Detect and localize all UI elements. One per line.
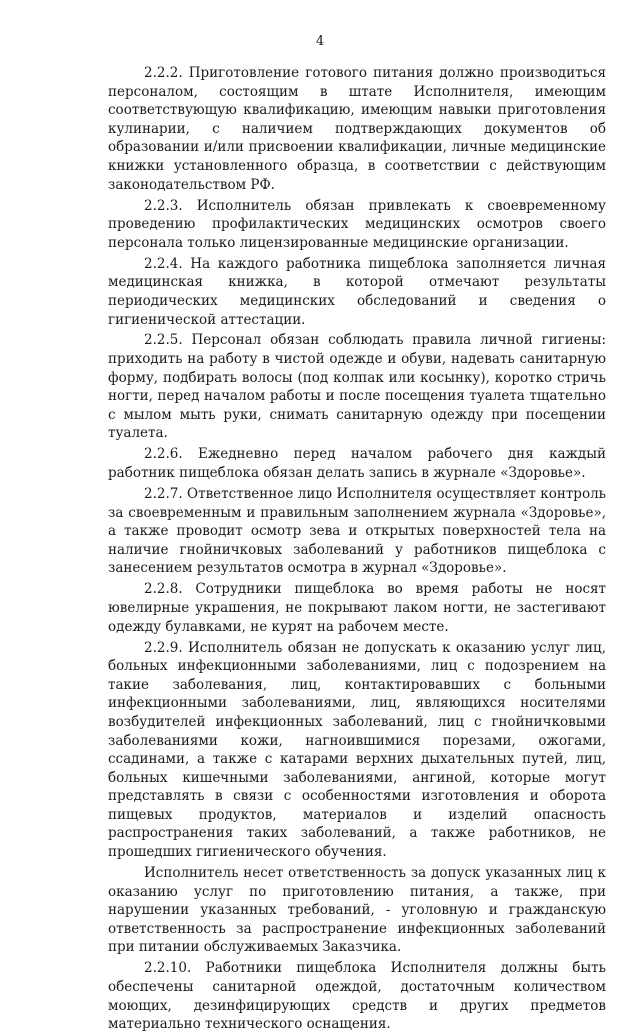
paragraph-liability: Исполнитель несет ответственность за допуск указанных лиц к оказанию услуг по приготовлению питания, а также, при нарушении указанных требований, - уголовную и гражданскую ответственность за распространение инфекционных заболеваний при питании обслуживаемых Заказчика.: [108, 865, 606, 956]
paragraph-2-2-10: 2.2.10. Работники пищеблока Исполнителя должны быть обеспечены санитарной одеждой, достаточным количеством моющих, дезинфицирующих средств и других предметов материально технического оснащения.: [108, 960, 606, 1033]
paragraph-2-2-3: 2.2.3. Исполнитель обязан привлекать к своевременному проведению профилактических медицинских осмотров своего персонала только лицензированные медицинские организации.: [108, 197, 606, 251]
paragraph-2-2-7: 2.2.7. Ответственное лицо Исполнителя осуществляет контроль за своевременным и правильным заполнением журнала «Здоровье», а также проводит осмотр зева и открытых поверхностей тела на наличие гнойничковых заболеваний у работников пищеблока с занесением результатов осмотра в журнал «Здоровье».: [108, 486, 606, 577]
paragraph-2-2-4: 2.2.4. На каждого работника пищеблока заполняется личная медицинская книжка, в которой отмечают результаты периодических медицинских обследований и сведения о гигиенической аттестации.: [108, 255, 606, 328]
paragraph-2-2-9: 2.2.9. Исполнитель обязан не допускать к оказанию услуг лиц, больных инфекционными заболеваниями, лиц с подозрением на такие заболевания, лиц, контактировавших с больными инфекционными заболеваниями, лиц, являющихся носителями возбудителей инфекционных заболеваний, лиц с гнойничковыми заболеваниями кожи, нагноившимися порезами, ожогами, ссадинами, а также с катарами верхних дыхательных путей, лиц, больных кишечными заболеваниями, ангиной, которые могут представлять в связи с особенностями изготовления и оборота пищевых продуктов, материалов и изделий опасность распространения таких заболеваний, а также работников, не прошедших гигиенического обучения.: [108, 639, 606, 861]
page-number: 4: [315, 34, 325, 49]
paragraph-2-2-5: 2.2.5. Персонал обязан соблюдать правила личной гигиены: приходить на работу в чистой одежде и обуви, надевать санитарную форму, подбирать волосы (под колпак или косынку), коротко стричь ногти, перед началом работы и после посещения туалета тщательно с мылом мыть руки, снимать санитарную одежду при посещении туалета.: [108, 332, 606, 442]
document-body: [108, 64, 606, 1036]
paragraph-2-2-2: 2.2.2. Приготовление готового питания должно производиться персоналом, состоящим в штате Исполнителя, имеющим соответствующую квалификацию, имеющим навыки приготовления кулинарии, с наличием подтверждающих документов об образовании и/или присвоении квалификации, личные медицинские книжки установленного образца, в соответствии с действующим законодательством РФ.: [108, 65, 606, 193]
paragraph-2-2-8: 2.2.8. Сотрудники пищеблока во время работы не носят ювелирные украшения, не покрывают лаком ногти, не застегивают одежду булавками, не курят на рабочем месте.: [108, 581, 606, 635]
paragraph-2-2-6: 2.2.6. Ежедневно перед началом рабочего дня каждый работник пищеблока обязан делать запись в журнале «Здоровье».: [108, 446, 606, 482]
